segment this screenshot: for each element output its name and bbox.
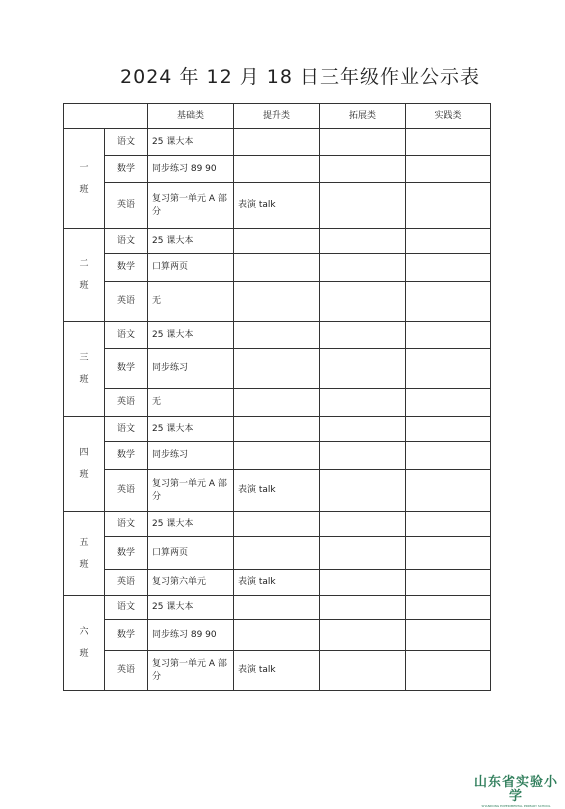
extended-cell <box>320 512 406 537</box>
class-name-char: 班 <box>79 470 89 480</box>
header-corner <box>64 104 148 129</box>
practice-cell <box>406 470 491 512</box>
table-row <box>64 389 491 417</box>
table-row <box>64 596 491 620</box>
class-name-cell <box>64 322 105 417</box>
header-practice: 实践类 <box>406 104 491 129</box>
basic-cell: 复习第一单元 A 部分 <box>148 183 234 229</box>
table-row <box>64 322 491 349</box>
practice-cell <box>406 417 491 442</box>
subject-cell: 英语 <box>105 282 148 322</box>
table-row <box>64 282 491 322</box>
extended-cell <box>320 129 406 156</box>
table-row <box>64 512 491 537</box>
subject-cell: 语文 <box>105 129 148 156</box>
class-name-char: 班 <box>79 184 89 195</box>
extended-cell <box>320 596 406 620</box>
basic-cell: 复习第六单元 <box>148 570 234 596</box>
school-logo <box>470 776 562 809</box>
extended-cell <box>320 620 406 651</box>
subject-cell: 语文 <box>105 417 148 442</box>
class-name-char: 班 <box>79 281 89 291</box>
header-row <box>64 104 491 129</box>
homework-table <box>63 103 491 691</box>
extended-cell <box>320 322 406 349</box>
basic-cell: 25 课大本 <box>148 229 234 254</box>
basic-cell: 同步练习 89 90 <box>148 620 234 651</box>
table-row <box>64 442 491 470</box>
table-row <box>64 537 491 570</box>
practice-cell <box>406 596 491 620</box>
advanced-cell <box>234 349 320 389</box>
practice-cell <box>406 156 491 183</box>
class-name-cell <box>64 417 105 512</box>
class-name-cell <box>64 229 105 322</box>
subject-cell: 英语 <box>105 183 148 229</box>
class-name-char: 六 <box>79 627 89 637</box>
basic-cell: 同步练习 <box>148 349 234 389</box>
practice-cell <box>406 129 491 156</box>
subject-cell: 语文 <box>105 229 148 254</box>
extended-cell <box>320 470 406 512</box>
extended-cell <box>320 537 406 570</box>
class-name-char: 二 <box>79 259 89 269</box>
advanced-cell <box>234 254 320 282</box>
subject-cell: 数学 <box>105 156 148 183</box>
class-name-char: 三 <box>79 353 89 363</box>
basic-cell: 25 课大本 <box>148 417 234 442</box>
school-name: 山东省实验小学 <box>473 775 558 804</box>
advanced-cell <box>234 322 320 349</box>
extended-cell <box>320 389 406 417</box>
table-row <box>64 651 491 691</box>
table-row <box>64 129 491 156</box>
practice-cell <box>406 282 491 322</box>
subject-cell: 数学 <box>105 349 148 389</box>
basic-cell: 25 课大本 <box>148 596 234 620</box>
practice-cell <box>406 389 491 417</box>
advanced-cell <box>234 129 320 156</box>
practice-cell <box>406 442 491 470</box>
extended-cell <box>320 349 406 389</box>
class-name-cell <box>64 129 105 229</box>
extended-cell <box>320 156 406 183</box>
table-row <box>64 254 491 282</box>
basic-cell: 复习第一单元 A 部分 <box>148 470 234 512</box>
basic-cell: 口算两页 <box>148 537 234 570</box>
subject-cell: 数学 <box>105 442 148 470</box>
table-row <box>64 183 491 229</box>
basic-cell: 同步练习 <box>148 442 234 470</box>
class-name-char: 班 <box>79 649 89 659</box>
class-name-char: 班 <box>79 375 89 385</box>
advanced-cell <box>234 596 320 620</box>
school-name-en: SHANDONG EXPERIMENTAL PRIMARY SCHOOL <box>481 804 551 808</box>
subject-cell: 英语 <box>105 651 148 691</box>
subject-cell: 数学 <box>105 620 148 651</box>
advanced-cell: 表演 talk <box>234 183 320 229</box>
basic-cell: 25 课大本 <box>148 129 234 156</box>
basic-cell: 25 课大本 <box>148 512 234 537</box>
subject-cell: 语文 <box>105 322 148 349</box>
practice-cell <box>406 229 491 254</box>
advanced-cell: 表演 talk <box>234 651 320 691</box>
advanced-cell <box>234 282 320 322</box>
subject-cell: 数学 <box>105 537 148 570</box>
subject-cell: 英语 <box>105 470 148 512</box>
subject-cell: 数学 <box>105 254 148 282</box>
class-name-char: 班 <box>79 559 89 570</box>
page-title: 2024 年 12 月 18 日三年级作业公示表 <box>120 66 480 88</box>
extended-cell <box>320 183 406 229</box>
extended-cell <box>320 417 406 442</box>
class-name-char: 五 <box>79 537 89 548</box>
header-basic: 基础类 <box>148 104 234 129</box>
basic-cell: 无 <box>148 282 234 322</box>
advanced-cell <box>234 417 320 442</box>
class-name-cell <box>64 512 105 596</box>
subject-cell: 英语 <box>105 570 148 596</box>
extended-cell <box>320 229 406 254</box>
advanced-cell <box>234 156 320 183</box>
class-name-cell <box>64 596 105 691</box>
extended-cell <box>320 570 406 596</box>
subject-cell: 语文 <box>105 596 148 620</box>
extended-cell <box>320 282 406 322</box>
extended-cell <box>320 442 406 470</box>
header-extended: 拓展类 <box>320 104 406 129</box>
basic-cell: 无 <box>148 389 234 417</box>
advanced-cell <box>234 442 320 470</box>
practice-cell <box>406 570 491 596</box>
basic-cell: 25 课大本 <box>148 322 234 349</box>
advanced-cell <box>234 229 320 254</box>
advanced-cell <box>234 537 320 570</box>
practice-cell <box>406 254 491 282</box>
basic-cell: 口算两页 <box>148 254 234 282</box>
practice-cell <box>406 349 491 389</box>
header-advanced: 提升类 <box>234 104 320 129</box>
subject-cell: 英语 <box>105 389 148 417</box>
practice-cell <box>406 322 491 349</box>
table-row <box>64 229 491 254</box>
class-name-char: 一 <box>79 162 89 173</box>
advanced-cell: 表演 talk <box>234 570 320 596</box>
table-row <box>64 470 491 512</box>
extended-cell <box>320 651 406 691</box>
table-row <box>64 156 491 183</box>
basic-cell: 复习第一单元 A 部分 <box>148 651 234 691</box>
table-row <box>64 620 491 651</box>
subject-cell: 语文 <box>105 512 148 537</box>
advanced-cell: 表演 talk <box>234 470 320 512</box>
class-name-char: 四 <box>79 448 89 458</box>
table-row <box>64 570 491 596</box>
advanced-cell <box>234 389 320 417</box>
advanced-cell <box>234 512 320 537</box>
table-row <box>64 349 491 389</box>
advanced-cell <box>234 620 320 651</box>
extended-cell <box>320 254 406 282</box>
practice-cell <box>406 620 491 651</box>
basic-cell: 同步练习 89 90 <box>148 156 234 183</box>
practice-cell <box>406 651 491 691</box>
practice-cell <box>406 512 491 537</box>
practice-cell <box>406 183 491 229</box>
table-row <box>64 417 491 442</box>
practice-cell <box>406 537 491 570</box>
